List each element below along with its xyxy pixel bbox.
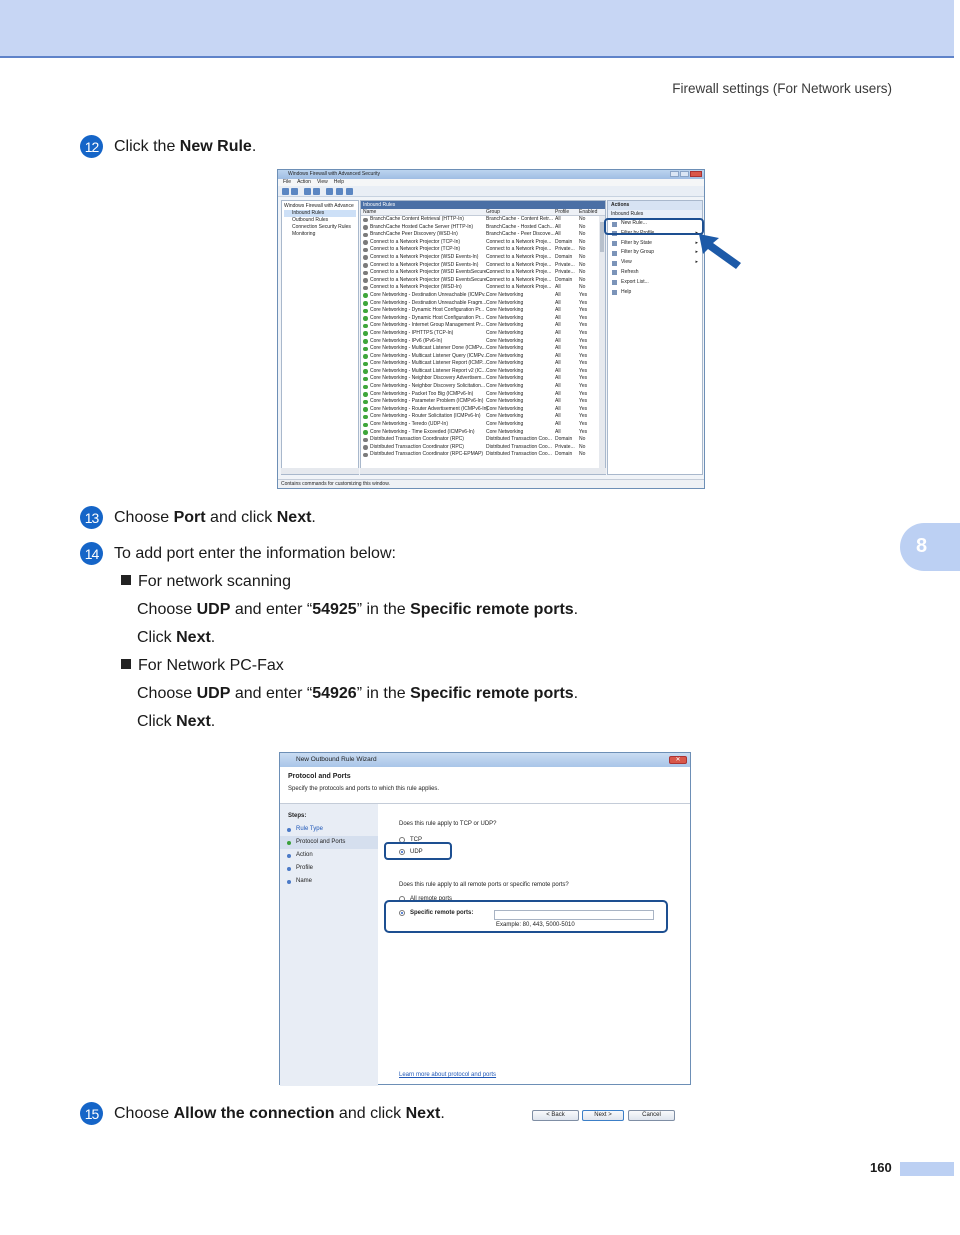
rule-name: Core Networking - Teredo (UDP-In) xyxy=(370,421,448,428)
table-row xyxy=(361,224,605,232)
rule-group: Core Networking xyxy=(486,345,524,352)
rule-status-icon xyxy=(363,271,368,276)
actions-subtitle: Inbound Rules xyxy=(608,210,702,219)
pointer-arrow-icon xyxy=(697,232,743,270)
rule-status-icon xyxy=(363,286,368,291)
table-row xyxy=(361,398,605,406)
table-row xyxy=(361,300,605,308)
step-protocol-ports: Protocol and Ports xyxy=(280,836,378,849)
rule-status-icon xyxy=(363,233,368,238)
page-number: 160 xyxy=(870,1160,892,1175)
rule-name: Distributed Transaction Coordinator (RPC-EPMAP) xyxy=(370,451,484,458)
rule-profile: All xyxy=(555,428,561,435)
col-name: Name xyxy=(363,209,377,215)
rule-name: Core Networking - Multicast Listener Query (ICMPv... xyxy=(370,352,488,359)
action-item: Export List... xyxy=(608,278,702,288)
minimize-icon xyxy=(670,171,679,177)
rule-enabled: No xyxy=(579,246,586,253)
rule-status-icon xyxy=(363,407,368,412)
table-row xyxy=(361,284,605,292)
close-icon: ✕ xyxy=(669,756,687,764)
rule-status-icon xyxy=(363,362,368,367)
wizard-steps xyxy=(280,804,378,1086)
step-text: Click the New Rule. xyxy=(114,137,257,155)
specific-ports-label: Specific remote ports: xyxy=(410,910,474,916)
step-number-icon: 13 xyxy=(80,506,103,529)
rule-profile: Private... xyxy=(555,261,575,268)
rule-name: Connect to a Network Projector (TCP-In) xyxy=(370,238,461,245)
pcfax-click-next: Click Next. xyxy=(137,713,216,730)
rule-group: Connect to a Network Proje... xyxy=(486,246,552,253)
rule-group: Core Networking xyxy=(486,405,524,412)
rule-name: BranchCache Content Retrieval (HTTP-In) xyxy=(370,216,464,222)
table-row xyxy=(361,246,605,254)
action-item: Filter by State ▸ xyxy=(608,239,702,249)
pane-title: Inbound Rules xyxy=(361,201,605,209)
tree-inbound-rules: Inbound Rules xyxy=(284,210,356,217)
running-header: Firewall settings (For Network users) xyxy=(672,81,892,96)
tree-outbound-rules: Outbound Rules xyxy=(292,217,329,223)
step-15 xyxy=(80,1102,445,1125)
rule-group: Core Networking xyxy=(486,314,524,321)
rule-profile: Domain xyxy=(555,436,573,443)
col-profile: Profile xyxy=(555,209,570,215)
rule-enabled: No xyxy=(579,231,586,238)
rule-group: BranchCache - Hosted Cach... xyxy=(486,223,554,230)
rule-enabled: No xyxy=(579,223,586,230)
rule-enabled: Yes xyxy=(579,322,588,329)
scanning-instruction: Choose UDP and enter “54925” in the Specific remote ports. xyxy=(137,601,579,618)
rule-group: BranchCache - Peer Discove... xyxy=(486,231,555,238)
table-row xyxy=(361,345,605,353)
rule-enabled: Yes xyxy=(579,375,588,382)
rule-name: Connect to a Network Projector (WSD Events-In) xyxy=(370,261,479,268)
rule-group: Core Networking xyxy=(486,352,524,359)
rule-profile: Private... xyxy=(555,246,575,253)
rule-profile: All xyxy=(555,322,561,329)
action-item: View ▸ xyxy=(608,258,702,268)
rule-enabled: Yes xyxy=(579,345,588,352)
step-text: Choose Allow the connection and click Next. xyxy=(114,1104,445,1122)
rule-name: Core Networking - Neighbor Discovery Advertisem... xyxy=(370,375,486,382)
rule-group: Core Networking xyxy=(486,337,524,344)
rule-group: Connect to a Network Proje... xyxy=(486,261,552,268)
rule-profile: All xyxy=(555,405,561,412)
chapter-number: 8 xyxy=(916,535,928,557)
rule-profile: All xyxy=(555,413,561,420)
rule-profile: Domain xyxy=(555,276,573,283)
rule-profile: All xyxy=(555,345,561,352)
rule-profile: Domain xyxy=(555,451,573,458)
step-number-icon: 15 xyxy=(80,1102,103,1125)
rule-profile: All xyxy=(555,375,561,382)
bullet-network-scanning: For network scanning xyxy=(121,573,291,591)
ports-example: Example: 80, 443, 5000-5010 xyxy=(496,922,575,928)
rule-enabled: Yes xyxy=(579,337,588,344)
rule-enabled: No xyxy=(579,253,586,260)
rule-status-icon xyxy=(363,218,368,223)
rule-profile: All xyxy=(555,299,561,306)
maximize-icon xyxy=(680,171,689,177)
rule-profile: All xyxy=(555,337,561,344)
rule-profile: All xyxy=(555,314,561,321)
next-button: Next > xyxy=(582,1110,624,1121)
column-headers xyxy=(361,209,605,216)
close-icon xyxy=(690,171,702,177)
rule-profile: All xyxy=(555,216,561,222)
rule-profile: All xyxy=(555,398,561,405)
wizard-header xyxy=(280,767,690,804)
rule-group: Core Networking xyxy=(486,383,524,390)
rule-enabled: No xyxy=(579,276,586,283)
rule-status-icon xyxy=(363,339,368,344)
rule-status-icon xyxy=(363,248,368,253)
bullet-icon xyxy=(121,575,131,585)
rule-name: Core Networking - Destination Unreachable (ICMPv... xyxy=(370,291,489,298)
actions-pane xyxy=(607,200,703,475)
status-bar: Contains commands for customizing this window. xyxy=(278,479,704,488)
rule-status-icon xyxy=(363,225,368,230)
col-enabled: Enabled xyxy=(579,209,598,215)
rule-status-icon xyxy=(363,423,368,428)
menu-file: File xyxy=(283,179,292,185)
col-group: Group xyxy=(486,209,500,215)
table-row xyxy=(361,330,605,338)
rule-name: Distributed Transaction Coordinator (RPC) xyxy=(370,436,464,443)
udp-label: UDP xyxy=(410,849,423,855)
rule-enabled: Yes xyxy=(579,314,588,321)
table-row xyxy=(361,391,605,399)
rule-group: Connect to a Network Proje... xyxy=(486,276,552,283)
table-row xyxy=(361,436,605,444)
page-number-bar xyxy=(900,1162,954,1176)
rule-group: Core Networking xyxy=(486,329,524,336)
rule-name: Core Networking - Multicast Listener Done (ICMPv... xyxy=(370,345,486,352)
rule-status-icon xyxy=(363,385,368,390)
rule-group: BranchCache - Content Retr... xyxy=(486,216,553,222)
tree-scrollbar xyxy=(281,468,359,474)
rule-group: Connect to a Network Proje... xyxy=(486,253,552,260)
action-item: Refresh xyxy=(608,268,702,278)
bullet-network-pcfax: For Network PC-Fax xyxy=(121,657,284,675)
table-row xyxy=(361,277,605,285)
rule-profile: All xyxy=(555,223,561,230)
action-item: Filter by Group ▸ xyxy=(608,248,702,258)
table-row xyxy=(361,216,605,224)
rule-name: Core Networking - Destination Unreachable Fragm... xyxy=(370,299,487,306)
export-icon xyxy=(326,188,333,195)
rule-enabled: Yes xyxy=(579,352,588,359)
back-icon xyxy=(282,188,289,195)
window-buttons xyxy=(670,171,702,177)
rule-name: BranchCache Peer Discovery (WSD-In) xyxy=(370,231,458,238)
rule-name: Core Networking - Router Advertisement (ICMPv6-In) xyxy=(370,405,489,412)
help-icon xyxy=(336,188,343,195)
folder-icon xyxy=(304,188,311,195)
rule-profile: All xyxy=(555,284,561,291)
rule-profile: All xyxy=(555,383,561,390)
chapter-tab xyxy=(900,523,960,571)
new-rule-highlight xyxy=(604,218,704,235)
rule-enabled: No xyxy=(579,238,586,245)
rule-profile: Private... xyxy=(555,443,575,450)
action-item: Filter by Profile ▸ xyxy=(608,229,702,239)
table-row xyxy=(361,315,605,323)
step-name: Name xyxy=(280,875,378,888)
rule-profile: All xyxy=(555,307,561,314)
rule-enabled: Yes xyxy=(579,367,588,374)
rule-status-icon xyxy=(363,415,368,420)
rule-profile: All xyxy=(555,367,561,374)
protocol-question: Does this rule apply to TCP or UDP? xyxy=(399,821,497,827)
step-rule-type: Rule Type xyxy=(280,823,378,836)
rule-profile: Domain xyxy=(555,238,573,245)
rule-enabled: Yes xyxy=(579,428,588,435)
rule-status-icon xyxy=(363,453,368,458)
rule-enabled: Yes xyxy=(579,299,588,306)
rule-name: Core Networking - Multicast Listener Report v2 (IC... xyxy=(370,367,486,374)
table-row xyxy=(361,368,605,376)
rule-name: Core Networking - Time Exceeded (ICMPv6-In) xyxy=(370,428,475,435)
learn-more-link: Learn more about protocol and ports xyxy=(399,1072,497,1078)
rule-status-icon xyxy=(363,369,368,374)
rule-status-icon xyxy=(363,301,368,306)
ports-question: Does this rule apply to all remote ports or specific remote ports? xyxy=(399,882,569,888)
grid-icon xyxy=(313,188,320,195)
table-row xyxy=(361,413,605,421)
specific-ports-highlight xyxy=(384,900,668,933)
table-row xyxy=(361,254,605,262)
rule-enabled: Yes xyxy=(579,413,588,420)
table-row xyxy=(361,322,605,330)
rule-name: Core Networking - Multicast Listener Report (ICMP... xyxy=(370,360,487,367)
rule-enabled: No xyxy=(579,443,586,450)
table-row xyxy=(361,444,605,452)
rule-name: Connect to a Network Projector (WSD-In) xyxy=(370,284,462,291)
menu-view: View xyxy=(316,179,328,185)
action-item: Help xyxy=(608,288,702,298)
rule-enabled: Yes xyxy=(579,421,588,428)
step-number-icon: 12 xyxy=(80,135,103,158)
rule-group: Distributed Transaction Coo... xyxy=(486,451,552,458)
rule-group: Core Networking xyxy=(486,428,524,435)
rule-group: Core Networking xyxy=(486,398,524,405)
panel-icon xyxy=(346,188,353,195)
table-row xyxy=(361,239,605,247)
rule-enabled: Yes xyxy=(579,291,588,298)
rule-enabled: Yes xyxy=(579,405,588,412)
rule-name: Distributed Transaction Coordinator (RPC) xyxy=(370,443,464,450)
rule-name: Connect to a Network Projector (WSD EventsSecure... xyxy=(370,276,491,283)
table-row xyxy=(361,360,605,368)
rule-name: Core Networking - Internet Group Management Pr... xyxy=(370,322,485,329)
rule-group: Core Networking xyxy=(486,367,524,374)
rule-name: Connect to a Network Projector (WSD EventsSecure... xyxy=(370,269,491,276)
actions-title: Actions xyxy=(608,201,702,210)
rule-profile: All xyxy=(555,390,561,397)
rule-enabled: No xyxy=(579,269,586,276)
pcfax-instruction: Choose UDP and enter “54926” in the Specific remote ports. xyxy=(137,685,579,702)
rule-group: Core Networking xyxy=(486,375,524,382)
rule-status-icon xyxy=(363,293,368,298)
rule-enabled: No xyxy=(579,261,586,268)
rule-enabled: No xyxy=(579,451,586,458)
rule-name: Connect to a Network Projector (TCP-In) xyxy=(370,246,461,253)
rule-enabled: No xyxy=(579,284,586,291)
rule-status-icon xyxy=(363,438,368,443)
rule-status-icon xyxy=(363,392,368,397)
step-action: Action xyxy=(280,849,378,862)
rule-group: Connect to a Network Proje... xyxy=(486,284,552,291)
horizontal-scrollbar xyxy=(360,468,606,474)
wizard-heading: Protocol and Ports xyxy=(288,773,351,780)
tree-monitoring: Monitoring xyxy=(292,231,316,237)
step-13 xyxy=(80,506,316,529)
rule-group: Distributed Transaction Coo... xyxy=(486,436,552,443)
table-row xyxy=(361,338,605,346)
rule-name: Core Networking - IPHTTPS (TCP-In) xyxy=(370,329,454,336)
rule-group: Distributed Transaction Coo... xyxy=(486,443,552,450)
rule-status-icon xyxy=(363,255,368,260)
rule-group: Core Networking xyxy=(486,413,524,420)
rule-group: Core Networking xyxy=(486,307,524,314)
rule-status-icon xyxy=(363,240,368,245)
forward-icon xyxy=(291,188,298,195)
table-row xyxy=(361,406,605,414)
all-ports-label: All remote ports xyxy=(410,896,453,902)
rule-profile: All xyxy=(555,421,561,428)
rule-name: Core Networking - Parameter Problem (ICMPv6-In) xyxy=(370,398,484,405)
rule-enabled: No xyxy=(579,436,586,443)
rule-enabled: Yes xyxy=(579,360,588,367)
tree-connection-security: Connection Security Rules xyxy=(292,224,351,230)
back-button: < Back xyxy=(532,1110,579,1121)
rules-list xyxy=(361,216,605,459)
rule-enabled: No xyxy=(579,216,586,222)
rule-status-icon xyxy=(363,347,368,352)
rule-group: Connect to a Network Proje... xyxy=(486,269,552,276)
action-item: New Rule... xyxy=(608,219,702,229)
steps-label: Steps: xyxy=(288,813,307,819)
rule-status-icon xyxy=(363,400,368,405)
rule-name: Core Networking - Packet Too Big (ICMPv6-In) xyxy=(370,390,474,397)
udp-highlight xyxy=(384,842,452,860)
rule-enabled: Yes xyxy=(579,398,588,405)
rule-name: Core Networking - Router Solicitation (ICMPv6-In) xyxy=(370,413,481,420)
window-title: Windows Firewall with Advanced Security xyxy=(278,170,704,179)
firewall-screenshot xyxy=(277,169,705,489)
rule-group: Core Networking xyxy=(486,421,524,428)
table-row xyxy=(361,421,605,429)
rule-profile: All xyxy=(555,231,561,238)
table-row xyxy=(361,307,605,315)
step-number-icon: 14 xyxy=(80,542,103,565)
step-14 xyxy=(80,542,396,565)
rule-status-icon xyxy=(363,278,368,283)
rule-profile: All xyxy=(555,329,561,336)
rule-enabled: Yes xyxy=(579,329,588,336)
rule-status-icon xyxy=(363,309,368,314)
rule-status-icon xyxy=(363,354,368,359)
rule-group: Core Networking xyxy=(486,322,524,329)
rule-profile: All xyxy=(555,360,561,367)
rule-name: Connect to a Network Projector (WSD Events-In) xyxy=(370,253,479,260)
rule-profile: All xyxy=(555,291,561,298)
rule-name: Core Networking - Dynamic Host Configuration Pr... xyxy=(370,307,485,314)
step-profile: Profile xyxy=(280,862,378,875)
rules-pane xyxy=(360,200,606,475)
table-row xyxy=(361,292,605,300)
navigation-tree xyxy=(281,200,359,475)
menu-action: Action xyxy=(297,179,311,185)
rule-status-icon xyxy=(363,331,368,336)
table-row xyxy=(361,451,605,459)
rule-profile: Private... xyxy=(555,269,575,276)
tcp-label: TCP xyxy=(410,837,422,843)
menu-bar xyxy=(278,179,704,186)
table-row xyxy=(361,353,605,361)
step-text: Choose Port and click Next. xyxy=(114,508,316,526)
table-row xyxy=(361,429,605,437)
rule-status-icon xyxy=(363,377,368,382)
menu-help: Help xyxy=(333,179,345,185)
rule-name: Core Networking - Dynamic Host Configuration Pr... xyxy=(370,314,485,321)
table-row xyxy=(361,262,605,270)
rule-profile: Domain xyxy=(555,253,573,260)
step-12 xyxy=(80,135,256,158)
rule-enabled: Yes xyxy=(579,383,588,390)
cancel-button: Cancel xyxy=(628,1110,675,1121)
rule-profile: All xyxy=(555,352,561,359)
rule-enabled: Yes xyxy=(579,307,588,314)
rule-status-icon xyxy=(363,324,368,329)
rule-group: Core Networking xyxy=(486,291,524,298)
tree-root: Windows Firewall with Advance xyxy=(284,203,354,209)
rule-status-icon xyxy=(363,430,368,435)
vertical-scrollbar xyxy=(599,216,605,474)
rule-status-icon xyxy=(363,445,368,450)
rule-name: Core Networking - IPv6 (IPv6-In) xyxy=(370,337,443,344)
table-row xyxy=(361,375,605,383)
table-row xyxy=(361,383,605,391)
rule-name: BranchCache Hosted Cache Server (HTTP-In) xyxy=(370,223,474,230)
rule-status-icon xyxy=(363,263,368,268)
rule-enabled: Yes xyxy=(579,390,588,397)
step-text: To add port enter the information below: xyxy=(114,544,396,562)
wizard-subheading: Specify the protocols and ports to which this rule applies. xyxy=(288,786,440,792)
rule-group: Core Networking xyxy=(486,360,524,367)
table-row xyxy=(361,269,605,277)
rule-group: Connect to a Network Proje... xyxy=(486,238,552,245)
wizard-title-bar: New Outbound Rule Wizard ✕ xyxy=(280,753,690,767)
top-band xyxy=(0,0,954,58)
bullet-icon xyxy=(121,659,131,669)
rule-group: Core Networking xyxy=(486,299,524,306)
rule-group: Core Networking xyxy=(486,390,524,397)
rule-name: Core Networking - Neighbor Discovery Solicitation... xyxy=(370,383,486,390)
toolbar xyxy=(278,186,704,197)
rule-status-icon xyxy=(363,316,368,321)
scanning-click-next: Click Next. xyxy=(137,629,216,646)
table-row xyxy=(361,231,605,239)
